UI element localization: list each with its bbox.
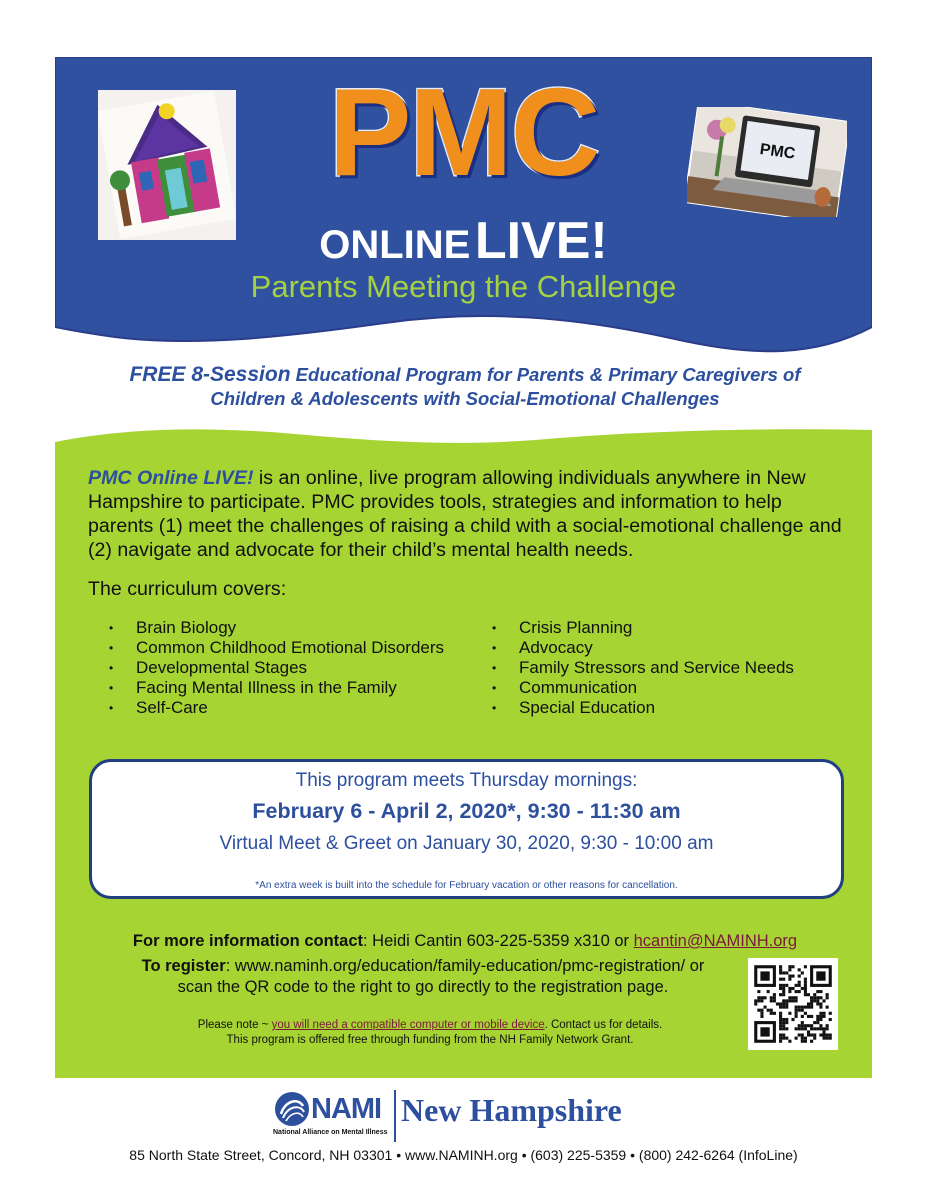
qr-code-graphic [748, 958, 838, 1050]
qr-code-image[interactable] [748, 958, 838, 1050]
nami-swirl-icon [273, 1090, 311, 1128]
list-item: • Facing Mental Illness in the Family [109, 678, 444, 698]
live-word: LIVE! [474, 212, 608, 270]
pmc-title: PMC [328, 64, 599, 202]
tagline-line1: Educational Program for Parents & Primary Caregivers of [290, 364, 801, 385]
note-prefix: Please note ~ [197, 1019, 272, 1031]
schedule-footnote: *An extra week is built into the schedule for February vacation or other reasons for cancellation. [255, 880, 678, 891]
laptop-photo-image [687, 107, 847, 217]
meet-and-greet: Virtual Meet & Greet on January 30, 2020, 9:30 - 10:00 am [219, 833, 714, 854]
list-item: • Brain Biology [109, 618, 444, 638]
list-item: • Family Stressors and Service Needs [492, 658, 794, 678]
nami-nh-logo [271, 1088, 711, 1144]
intro-highlight: PMC Online LIVE! [88, 467, 254, 489]
curriculum-heading: The curriculum covers: [88, 578, 287, 600]
laptop-screen-text: PMC [758, 140, 797, 163]
list-item: • Common Childhood Emotional Disorders [109, 638, 444, 658]
curriculum-list-right [492, 618, 794, 718]
register-label: To register [141, 957, 226, 975]
schedule-dates: February 6 - April 2, 2020*, 9:30 - 11:30 am [252, 799, 681, 823]
header-banner [55, 57, 872, 357]
list-item: • Special Education [492, 698, 794, 718]
schedule-box [89, 759, 844, 899]
list-item: • Crisis Planning [492, 618, 794, 638]
program-tagline [70, 362, 860, 410]
nami-wordmark: NAMI [311, 1093, 382, 1125]
intro-body: is an online, live program allowing individuals anywhere in New Hampshire to participate. PMC provides tools, strategies and information to help parents (1) meet the challenges of raising a child with a social-emotional challenge and (2) navigate and advocate for their child’s mental health needs. [88, 467, 842, 561]
banner-subtitle: Parents Meeting the Challenge [250, 269, 677, 304]
contact-email-link[interactable]: hcantin@NAMINH.org [633, 932, 798, 950]
register-url-link[interactable]: www.naminh.org/education/family-education/pmc-registration/ [234, 957, 686, 975]
footer-address: 85 North State Street, Concord, NH 03301 • www.NAMINH.org • (603) 225-5359 • (800) 242-6264 (InfoLine) [129, 1147, 798, 1163]
online-live-heading [55, 212, 872, 270]
online-word: ONLINE [319, 223, 471, 267]
register-or: or [685, 957, 705, 975]
contact-line [60, 931, 870, 952]
tagline-free-sessions: FREE 8-Session [129, 363, 291, 386]
list-item: • Self-Care [109, 698, 444, 718]
note-suffix: . Contact us for details. [544, 1019, 663, 1031]
register-block [78, 956, 768, 998]
funding-note: This program is offered free through funding from the NH Family Network Grant. [226, 1034, 634, 1046]
list-item: • Communication [492, 678, 794, 698]
tagline-line2: Children & Adolescents with Social-Emotional Challenges [210, 387, 720, 409]
intro-paragraph [88, 466, 848, 562]
contact-text: : Heidi Cantin 603-225-5359 x310 or [363, 932, 634, 950]
register-colon: : [225, 957, 235, 975]
contact-label: For more information contact [132, 932, 364, 950]
schedule-intro: This program meets Thursday mornings: [295, 770, 638, 791]
list-item: • Developmental Stages [109, 658, 444, 678]
device-requirement-link[interactable]: you will need a compatible computer or mobile device [271, 1019, 545, 1031]
list-item: • Advocacy [492, 638, 794, 658]
nami-full-name: National Alliance on Mental Illness [273, 1129, 388, 1136]
logo-divider [394, 1090, 396, 1142]
note-block [110, 1018, 750, 1048]
register-line2: scan the QR code to the right to go directly to the registration page. [177, 978, 669, 996]
new-hampshire-wordmark: New Hampshire [401, 1092, 622, 1128]
curriculum-list-left [109, 618, 444, 718]
